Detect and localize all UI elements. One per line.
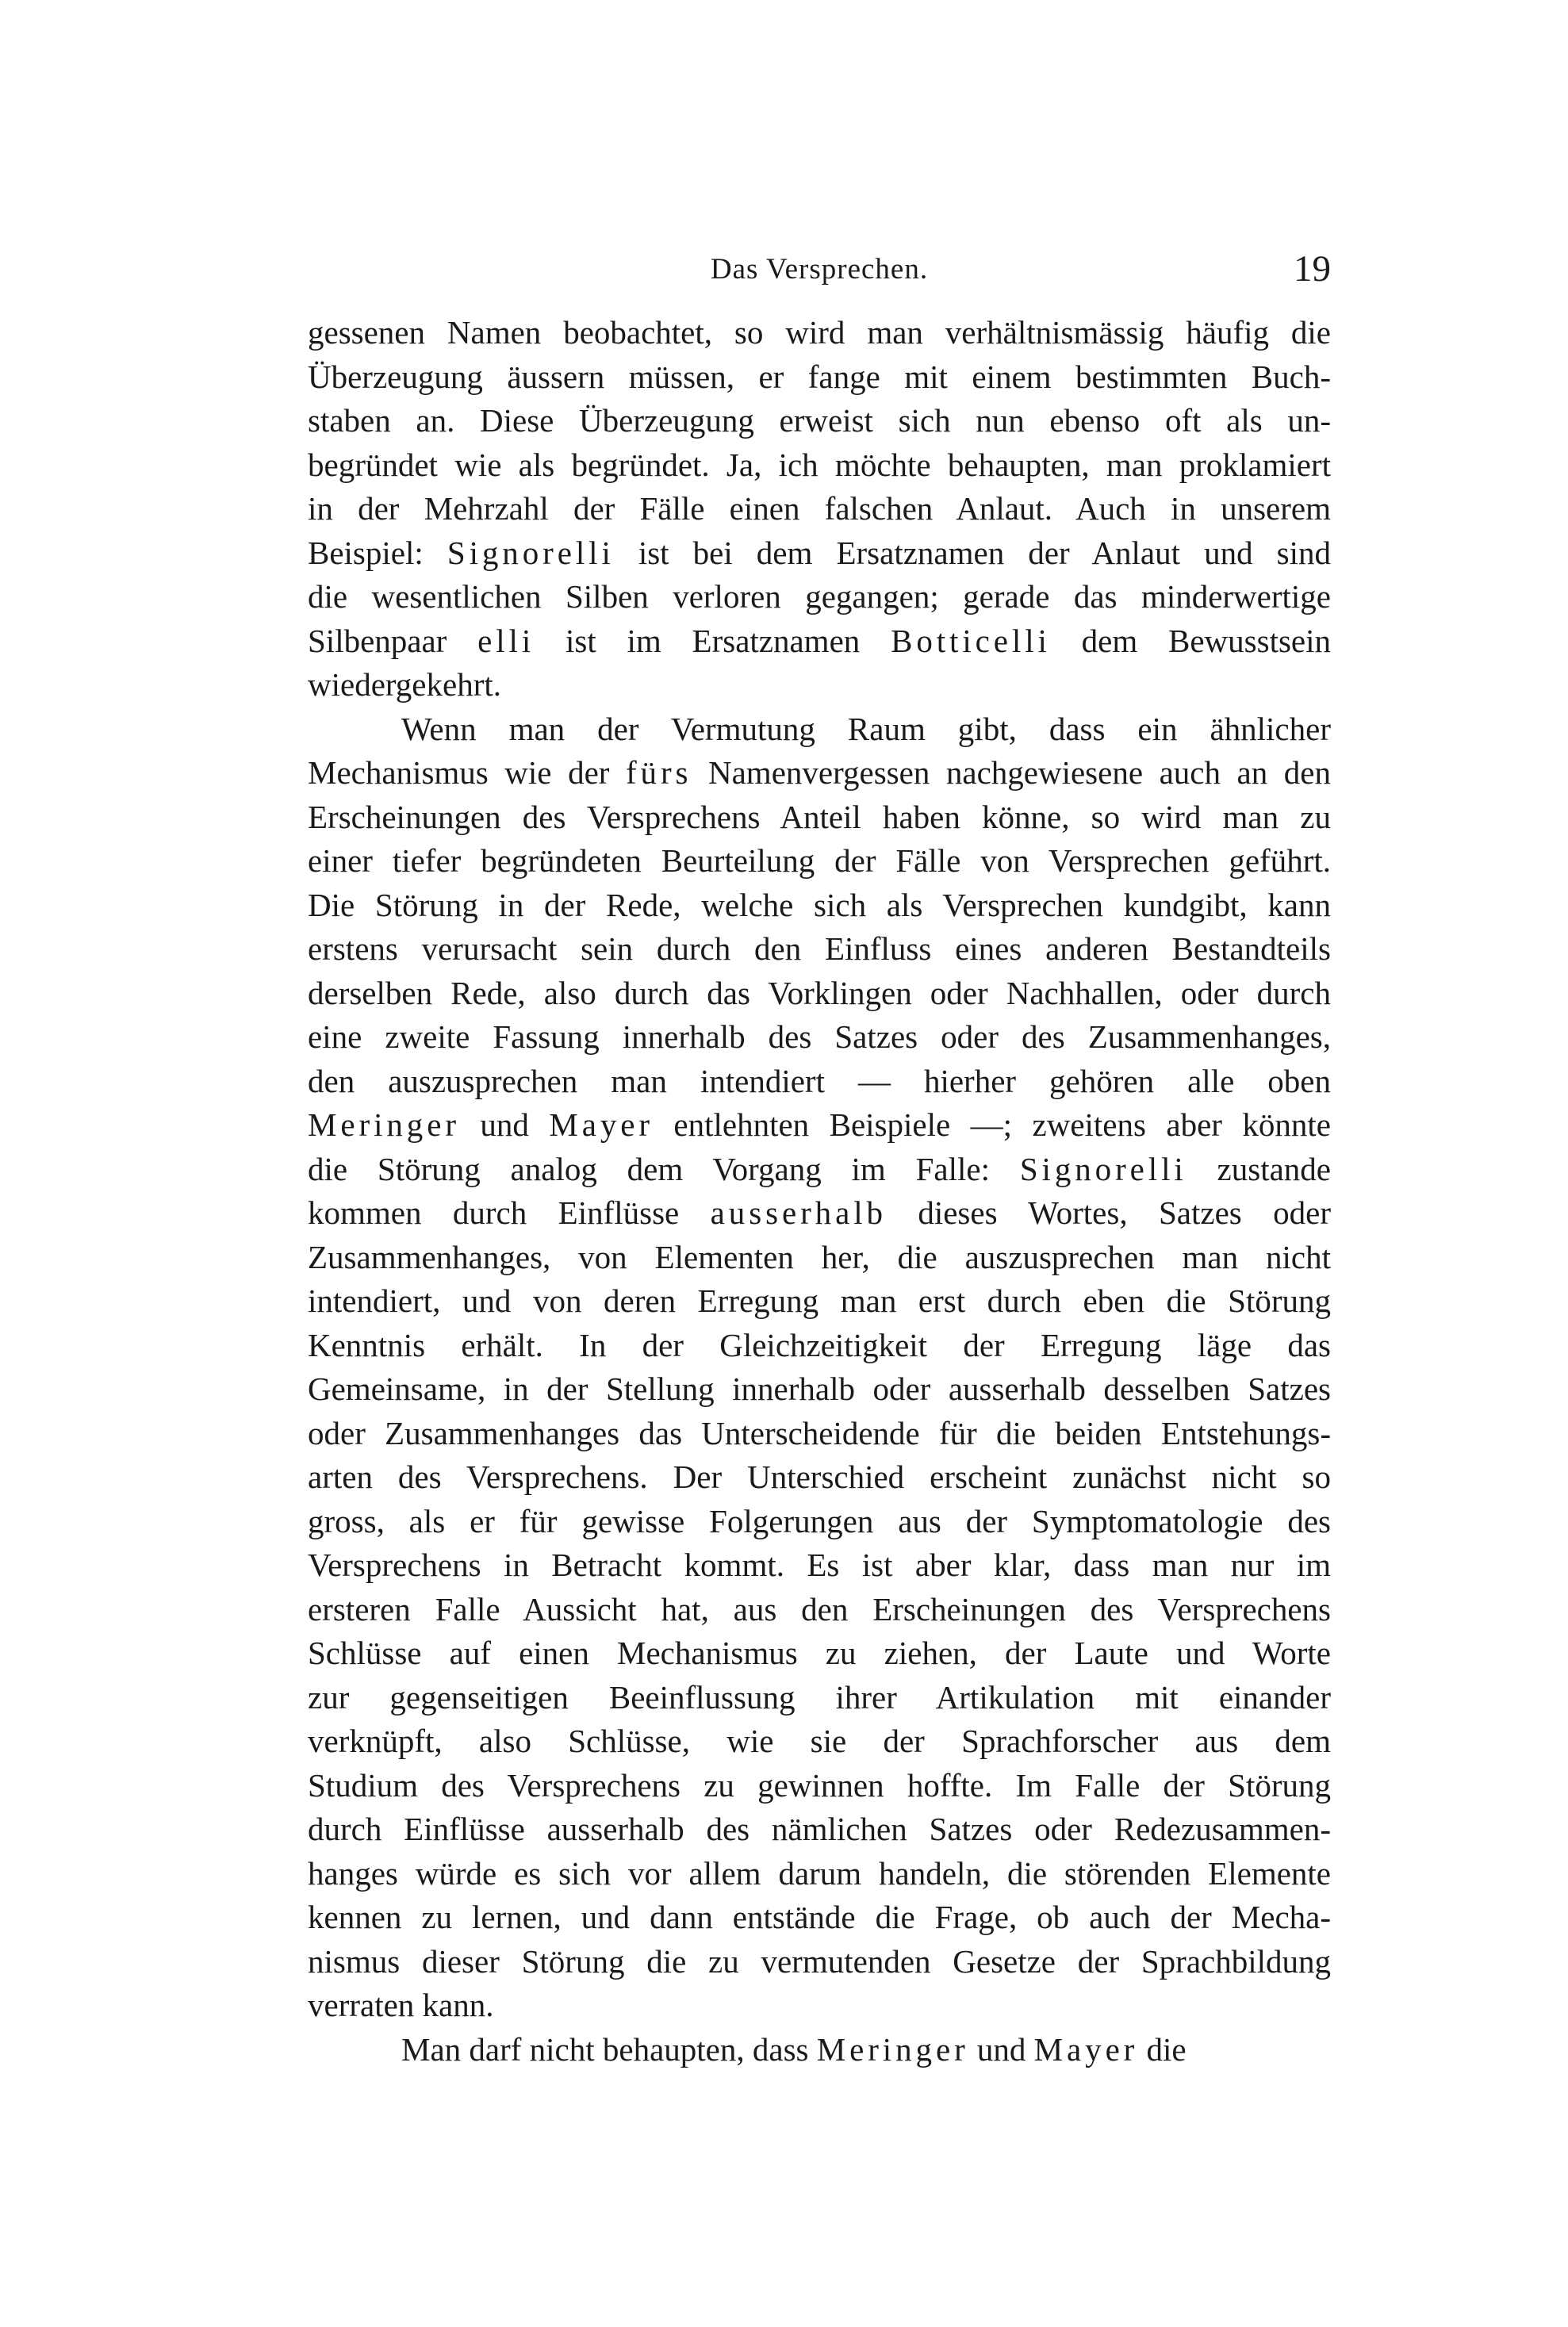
text-line	[308, 1060, 1331, 1104]
text-segment: entlehnten Beispiele —; zweitens aber könnte	[653, 1106, 1331, 1143]
text-line	[308, 707, 1331, 752]
text-segment: ersteren Falle Aussicht hat, aus den Erscheinungen des Versprechens	[308, 1590, 1331, 1627]
text-line	[308, 1412, 1331, 1456]
emphasized-name: Meringer	[816, 2030, 969, 2068]
text-line	[308, 1543, 1331, 1588]
emphasized-name: Botticelli	[891, 622, 1051, 659]
text-segment: Erscheinungen des Versprechens Anteil haben könne, so wird man zu	[308, 798, 1331, 835]
text-segment: Überzeugung äussern müssen, er fange mit einem bestimmten Buch-	[308, 358, 1331, 395]
text-line	[308, 1500, 1331, 1544]
running-head	[308, 247, 1331, 295]
text-segment: Beispiel:	[308, 534, 447, 571]
text-line	[308, 795, 1331, 840]
text-segment: ist bei dem Ersatznamen der Anlaut und sind	[614, 534, 1331, 571]
text-segment: die Störung analog dem Vorgang im Falle:	[308, 1150, 1020, 1187]
text-segment: eine zweite Fassung innerhalb des Satzes oder des Zusammenhanges,	[308, 1018, 1331, 1055]
emphasized-name: Mayer	[549, 1106, 654, 1143]
text-segment: einer tiefer begründeten Beurteilung der Fälle von Versprechen geführt.	[308, 842, 1331, 879]
text-segment: und	[968, 2030, 1034, 2068]
emphasized-name: elli	[477, 622, 535, 659]
text-line	[308, 927, 1331, 972]
text-segment: die	[1138, 2030, 1187, 2068]
text-segment: Namenvergessen nachgewiesene auch an den	[692, 754, 1331, 791]
emphasized-name: Signorelli	[447, 534, 615, 571]
text-line	[308, 1455, 1331, 1500]
text-line	[308, 1631, 1331, 1676]
text-segment: kommen durch Einflüsse	[308, 1194, 711, 1231]
text-segment: Die Störung in der Rede, welche sich als Versprechen kundgibt, kann	[308, 886, 1331, 923]
text-segment: Schlüsse auf einen Mechanismus zu ziehen, der Laute und Worte	[308, 1635, 1331, 1671]
text-line	[308, 1719, 1331, 1764]
text-line	[308, 1808, 1331, 1852]
text-segment: wiedergekehrt.	[308, 666, 501, 703]
text-line	[308, 399, 1331, 443]
text-line	[308, 355, 1331, 400]
text-segment: und	[459, 1106, 550, 1143]
page-number: 19	[1294, 248, 1331, 289]
text-line	[308, 884, 1331, 928]
text-segment: dem Bewusstsein	[1050, 622, 1331, 659]
text-line	[308, 663, 1331, 707]
text-line	[308, 531, 1331, 576]
text-segment: Zusammenhanges, von Elementen her, die auszusprechen man nicht	[308, 1238, 1331, 1275]
text-segment: Kenntnis erhält. In der Gleichzeitigkeit der Erregung läge das	[308, 1326, 1331, 1363]
paragraph	[308, 707, 1331, 2028]
text-segment: kennen zu lernen, und dann entstände die Frage, ob auch der Mecha-	[308, 1899, 1331, 1935]
text-segment: gessenen Namen beobachtet, so wird man verhältnismässig häufig die	[308, 314, 1331, 351]
text-line	[308, 487, 1331, 531]
text-line	[308, 1852, 1331, 1896]
emphasized-name: ausserhalb	[710, 1194, 887, 1231]
text-segment: Versprechens in Betracht kommt. Es ist aber klar, dass man nur im	[308, 1547, 1331, 1583]
text-line	[308, 1191, 1331, 1236]
text-segment: oder Zusammenhanges das Unterscheidende für die beiden Entstehungs-	[308, 1414, 1331, 1451]
text-line	[308, 1367, 1331, 1412]
text-line	[308, 311, 1331, 355]
text-segment: intendiert, und von deren Erregung man erst durch eben die Störung	[308, 1282, 1331, 1319]
text-line	[308, 1236, 1331, 1280]
text-line	[308, 575, 1331, 619]
paragraph	[308, 311, 1331, 707]
text-segment: Man darf nicht behaupten, dass	[401, 2030, 817, 2068]
text-segment: dieses Wortes, Satzes oder	[886, 1194, 1331, 1231]
text-segment: Studium des Versprechens zu gewinnen hoffte. Im Falle der Störung	[308, 1766, 1331, 1804]
text-line	[308, 1764, 1331, 1808]
text-segment: verknüpft, also Schlüsse, wie sie der Sprachforscher aus dem	[308, 1723, 1331, 1759]
text-line	[308, 443, 1331, 488]
text-line	[308, 1324, 1331, 1368]
emphasized-name: Meringer	[308, 1106, 460, 1143]
text-line	[308, 1279, 1331, 1324]
text-line	[308, 1015, 1331, 1060]
text-line	[308, 1148, 1331, 1192]
text-segment: Gemeinsame, in der Stellung innerhalb oder ausserhalb desselben Satzes	[308, 1371, 1331, 1407]
text-line	[308, 1984, 1331, 2028]
text-segment: verraten kann.	[308, 1987, 494, 2023]
text-segment: durch Einflüsse ausserhalb des nämlichen Satzes oder Redezusammen-	[308, 1811, 1331, 1847]
text-line	[308, 1940, 1331, 1984]
text-line	[308, 619, 1331, 664]
running-title: Das Versprechen.	[710, 253, 929, 286]
text-segment: in der Mehrzahl der Fälle einen falschen Anlaut. Auch in unserem	[308, 490, 1331, 527]
text-segment: staben an. Diese Überzeugung erweist sich nun ebenso oft als un-	[308, 402, 1331, 439]
text-line	[308, 839, 1331, 884]
text-line	[308, 1896, 1331, 1940]
text-line	[308, 1676, 1331, 1720]
emphasized-name: Signorelli	[1019, 1150, 1187, 1187]
emphasized-name: fürs	[625, 754, 692, 791]
text-segment: ist im Ersatznamen	[535, 622, 891, 659]
text-segment: arten des Versprechens. Der Unterschied erscheint zunächst nicht so	[308, 1459, 1331, 1495]
text-segment: derselben Rede, also durch das Vorklingen oder Nachhallen, oder durch	[308, 974, 1331, 1011]
emphasized-name: Mayer	[1033, 2030, 1139, 2068]
text-segment: Mechanismus wie der	[308, 754, 626, 791]
body-text	[308, 311, 1331, 2072]
text-segment: nismus dieser Störung die zu vermutenden Gesetze der Sprachbildung	[308, 1942, 1331, 1980]
paragraph	[308, 2028, 1331, 2072]
text-line	[308, 972, 1331, 1016]
text-line	[308, 2028, 1331, 2072]
text-segment: den auszusprechen man intendiert — hierher gehören alle oben	[308, 1062, 1331, 1099]
text-segment: gross, als er für gewisse Folgerungen aus der Symptomatologie des	[308, 1502, 1331, 1539]
text-segment: Wenn man der Vermutung Raum gibt, dass ein ähnlicher	[401, 710, 1331, 747]
text-line	[308, 1103, 1331, 1148]
text-segment: zustande	[1187, 1150, 1331, 1187]
text-segment: zur gegenseitigen Beeinflussung ihrer Artikulation mit einander	[308, 1678, 1331, 1716]
text-segment: die wesentlichen Silben verloren gegangen; gerade das minderwertige	[308, 578, 1331, 615]
text-segment: erstens verursacht sein durch den Einfluss eines anderen Bestandteils	[308, 930, 1331, 967]
text-line	[308, 751, 1331, 795]
text-segment: Silbenpaar	[308, 622, 478, 659]
text-segment: hanges würde es sich vor allem darum handeln, die störenden Elemente	[308, 1854, 1331, 1892]
text-line	[308, 1588, 1331, 1632]
text-segment: begründet wie als begründet. Ja, ich möchte behaupten, man proklamiert	[308, 446, 1331, 483]
